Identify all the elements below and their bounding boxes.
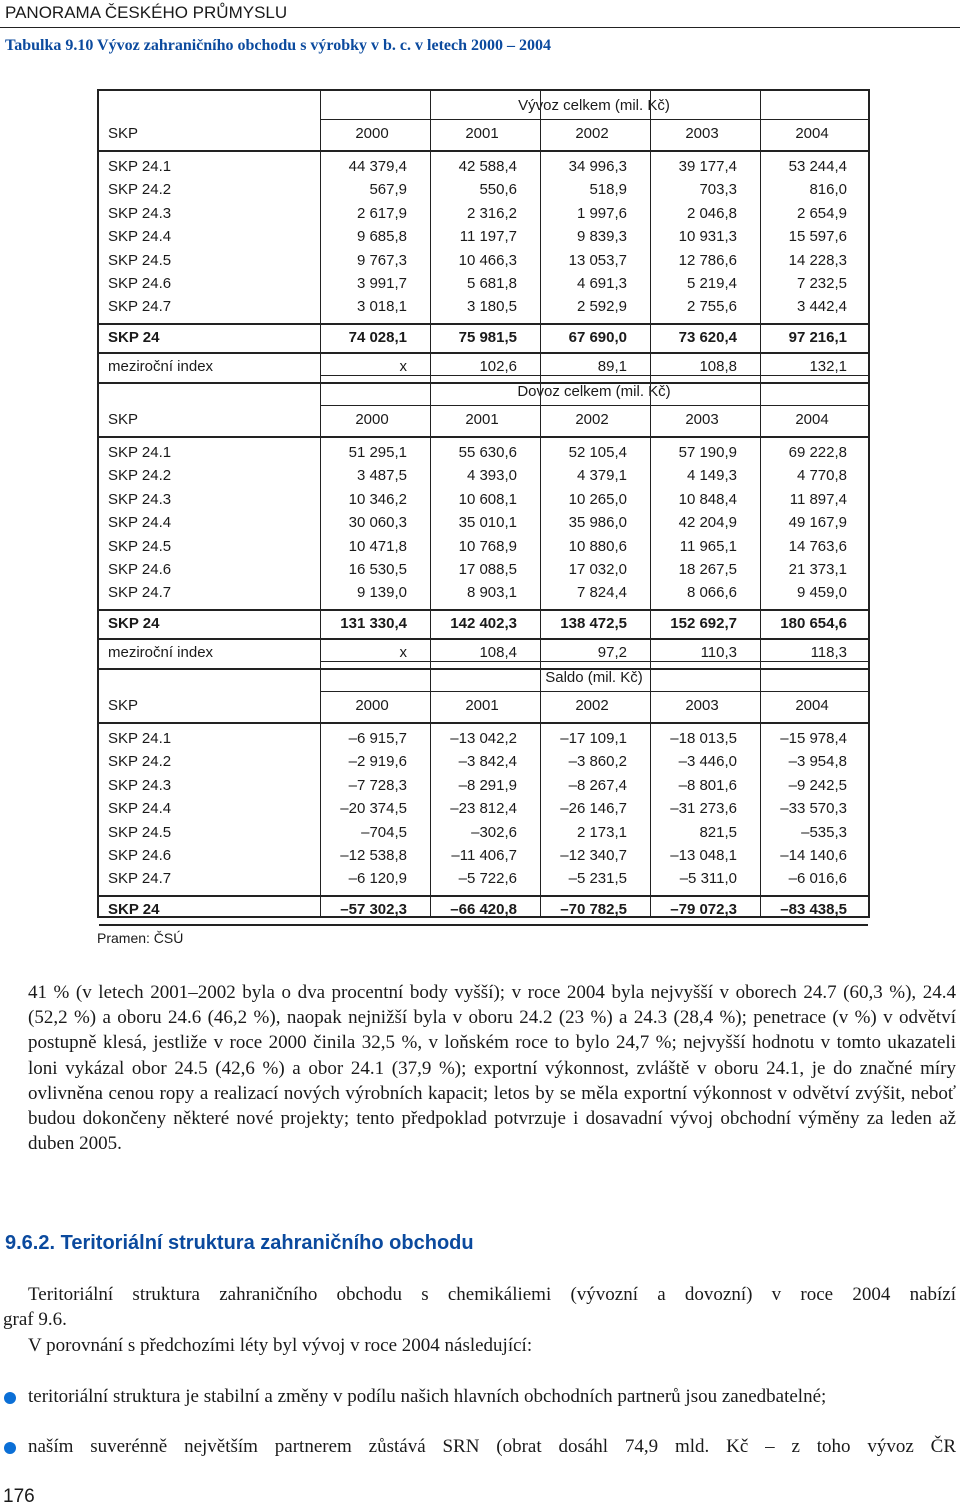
table-cell: 3 018,1 bbox=[356, 298, 407, 316]
table-rule bbox=[99, 150, 868, 152]
bullet-item: naším suverénně největším partnerem zůstává SRN (obrat dosáhl 74,9 mld. Kč – z toho vývoz ČR bbox=[28, 1436, 956, 1457]
table-cell: 2004 bbox=[795, 697, 829, 714]
table-cell: x bbox=[399, 357, 407, 375]
table-cell: –57 302,3 bbox=[340, 900, 407, 918]
table-cell: 2000 bbox=[355, 697, 389, 714]
table-cell: 49 167,9 bbox=[788, 514, 847, 532]
table-cell: 567,9 bbox=[369, 181, 407, 199]
table-cell: 152 692,7 bbox=[670, 614, 737, 632]
table-cell: 4 691,3 bbox=[576, 275, 627, 292]
table-cell: 550,6 bbox=[479, 181, 517, 199]
table-cell: 11 965,1 bbox=[679, 537, 737, 555]
row-label: meziroční index bbox=[108, 643, 214, 661]
bullet-dot bbox=[4, 1392, 16, 1404]
row-label: SKP 24.5 bbox=[108, 823, 172, 841]
body-paragraph: 41 % (v letech 2001–2002 byla o dva procentní body vyšší); v roce 2004 byla nejvyšší v oborech 24.7 (60,3 %), 24.4 (52,2 %) a oboru 24.6 (46,2 %), naopak nejnižší byla v oboru 24.2 (23 %) a 24.3 (28,4 %); penetrace (v %) v odvětví postupně klesá, jestliže v roce 2000 činila 32,5 %, v loňském roce to bylo 24,7 %; nejvyšší hodnotu v tomto ukazateli loni vykázal obor 24.5 (42,6 %) a obor 24.1 (37,9 %); exportní výkonnost, zvláště v oboru 24.1, je do značné míry ovlivněna cenou ropy a realizací nových výrobních kapacit; letos by se měla exportní výkonnost v odvětví zvýšit, neboť budou dokončeny některé nové projekty; tento předpoklad potvrzuje i dosavadní vývoj obchodní výměny za leden až duben 2005. bbox=[28, 982, 956, 1155]
table-cell: 2 617,9 bbox=[356, 204, 407, 222]
table-row bbox=[99, 750, 868, 773]
table-cell: 2002 bbox=[575, 125, 609, 142]
table-cell: 16 530,5 bbox=[348, 561, 407, 578]
table-cell: 9 139,0 bbox=[356, 584, 407, 602]
table-cell: 97 216,1 bbox=[788, 328, 847, 346]
section-title: Dovoz celkem (mil. Kč) bbox=[517, 383, 671, 400]
table-cell: –8 801,6 bbox=[678, 776, 737, 794]
table-cell: 44 379,4 bbox=[348, 158, 407, 175]
table-rule bbox=[99, 436, 868, 438]
table-cell: –5 311,0 bbox=[679, 870, 737, 888]
table-cell: –20 374,5 bbox=[340, 800, 407, 818]
table-row bbox=[99, 844, 868, 867]
table-cell: 1 997,6 bbox=[576, 204, 627, 222]
table-rule bbox=[320, 661, 868, 662]
table-cell: 11 197,7 bbox=[459, 228, 517, 246]
table-cell: 2004 bbox=[795, 411, 829, 428]
row-label: SKP 24.2 bbox=[108, 467, 172, 485]
section-title: Vývoz celkem (mil. Kč) bbox=[518, 97, 670, 114]
table-cell: –5 231,5 bbox=[568, 870, 627, 888]
row-label: meziroční index bbox=[108, 357, 214, 375]
table-cell: –6 915,7 bbox=[348, 730, 407, 747]
table-cell: –14 140,6 bbox=[780, 847, 847, 864]
table-row bbox=[99, 272, 868, 295]
row-label: SKP 24.2 bbox=[108, 753, 172, 771]
table-cell: 21 373,1 bbox=[788, 561, 847, 578]
table-cell: –17 109,1 bbox=[560, 730, 627, 747]
table-cell: 3 442,4 bbox=[796, 298, 847, 316]
table-cell: 57 190,9 bbox=[678, 444, 737, 461]
table-cell: –7 728,3 bbox=[348, 776, 407, 794]
table-column-rule bbox=[540, 91, 541, 916]
table-rule bbox=[320, 375, 868, 376]
table-row bbox=[99, 225, 868, 248]
table-cell: –3 954,8 bbox=[788, 753, 847, 771]
table-cell: 14 228,3 bbox=[788, 251, 847, 269]
table-cell: 17 032,0 bbox=[568, 561, 627, 578]
table-cell: 2003 bbox=[685, 125, 719, 142]
table-row bbox=[99, 511, 868, 534]
table-row bbox=[99, 249, 868, 272]
table-cell: 4 149,3 bbox=[686, 467, 737, 485]
table-column-rule bbox=[430, 91, 431, 916]
table-rule bbox=[320, 691, 868, 692]
table-cell: 11 897,4 bbox=[789, 490, 847, 508]
table-rule bbox=[99, 638, 868, 640]
header-rule bbox=[0, 27, 960, 28]
table-cell: 73 620,4 bbox=[678, 328, 737, 346]
row-label: SKP 24.4 bbox=[108, 514, 172, 532]
row-label: SKP 24.1 bbox=[108, 158, 172, 175]
table-cell: 9 685,8 bbox=[356, 228, 407, 246]
row-label: SKP bbox=[108, 125, 139, 142]
table-cell: 7 232,5 bbox=[796, 275, 847, 292]
running-header-title: PANORAMA ČESKÉHO PRŮMYSLU bbox=[5, 3, 288, 22]
row-label: SKP 24.4 bbox=[108, 800, 172, 818]
table-cell: 74 028,1 bbox=[348, 328, 407, 346]
table-cell: 69 222,8 bbox=[788, 444, 847, 461]
table-cell: –83 438,5 bbox=[780, 900, 847, 918]
table-cell: 17 088,5 bbox=[458, 561, 517, 578]
table-row bbox=[99, 535, 868, 558]
table-cell: 34 996,3 bbox=[568, 158, 627, 175]
table-cell: 35 010,1 bbox=[458, 514, 517, 532]
table-row bbox=[99, 867, 868, 890]
table-cell: 53 244,4 bbox=[788, 158, 847, 175]
row-label: SKP bbox=[108, 697, 139, 714]
table-cell: –6 120,9 bbox=[348, 870, 407, 888]
table-cell: 108,4 bbox=[479, 643, 517, 661]
table-cell: 132,1 bbox=[809, 357, 847, 375]
table-cell: –8 291,9 bbox=[458, 776, 517, 794]
table-cell: 2 316,2 bbox=[466, 204, 517, 222]
table-cell: 14 763,6 bbox=[788, 537, 847, 555]
table-cell: 2 046,8 bbox=[686, 204, 737, 222]
row-label: SKP 24.6 bbox=[108, 275, 172, 292]
page-number: 176 bbox=[3, 1486, 35, 1507]
table-row bbox=[99, 178, 868, 201]
table-cell: 2 755,6 bbox=[686, 298, 737, 316]
table-cell: 2 173,1 bbox=[576, 823, 627, 841]
table-cell: –3 842,4 bbox=[458, 753, 517, 771]
table-cell: 39 177,4 bbox=[678, 158, 737, 175]
table-cell: –79 072,3 bbox=[670, 900, 737, 918]
row-label: SKP 24.7 bbox=[108, 584, 172, 602]
table-cell: 75 981,5 bbox=[458, 328, 517, 346]
paragraph-line: Teritoriální struktura zahraničního obchodu s chemikáliemi (vývozní a dovozní) v roce 2004 nabízí bbox=[28, 1284, 956, 1305]
table-column-rule bbox=[760, 91, 761, 916]
table-cell: 2001 bbox=[465, 411, 499, 428]
table-row bbox=[99, 464, 868, 487]
table-row bbox=[99, 797, 868, 820]
table-cell: 10 768,9 bbox=[458, 537, 517, 555]
table-cell: –23 812,4 bbox=[450, 800, 517, 818]
row-label: SKP 24.5 bbox=[108, 251, 172, 269]
row-label: SKP 24.5 bbox=[108, 537, 172, 555]
table-cell: 15 597,6 bbox=[788, 228, 847, 246]
table-cell: 67 690,0 bbox=[568, 328, 627, 346]
table-cell: 2 654,9 bbox=[796, 204, 847, 222]
table-cell: 2001 bbox=[465, 125, 499, 142]
row-label: SKP 24.6 bbox=[108, 561, 172, 578]
table-cell: 12 786,6 bbox=[678, 251, 737, 269]
table-cell: –66 420,8 bbox=[450, 900, 517, 918]
table-cell: 9 767,3 bbox=[356, 251, 407, 269]
table-rule bbox=[99, 323, 868, 325]
table-cell: 4 770,8 bbox=[796, 467, 847, 485]
table-cell: –15 978,4 bbox=[780, 730, 847, 747]
table-cell: –302,6 bbox=[471, 823, 517, 841]
table-rule bbox=[99, 924, 868, 926]
table-cell: –33 570,3 bbox=[780, 800, 847, 818]
table-cell: 2 592,9 bbox=[576, 298, 627, 316]
table-cell: 4 393,0 bbox=[466, 467, 517, 485]
table-cell: 10 931,3 bbox=[678, 228, 737, 246]
table-cell: 2004 bbox=[795, 125, 829, 142]
table-header-row bbox=[99, 408, 868, 431]
row-label: SKP 24.7 bbox=[108, 298, 172, 316]
table-cell: –11 406,7 bbox=[451, 847, 517, 864]
table-row bbox=[99, 612, 868, 635]
table-cell: 816,0 bbox=[809, 181, 847, 199]
table-cell: –12 538,8 bbox=[340, 847, 407, 864]
row-label: SKP bbox=[108, 411, 139, 428]
body-paragraph-territorial bbox=[28, 1282, 956, 1307]
table-cell: 10 346,2 bbox=[348, 490, 407, 508]
table-cell: 3 487,5 bbox=[356, 467, 407, 485]
table-row bbox=[99, 898, 868, 921]
table-cell: 2002 bbox=[575, 697, 609, 714]
table-cell: –6 016,6 bbox=[788, 870, 847, 888]
table-row bbox=[99, 488, 868, 511]
row-label: SKP 24.7 bbox=[108, 870, 172, 888]
table-cell: 3 991,7 bbox=[356, 275, 407, 292]
table-cell: 10 265,0 bbox=[568, 490, 627, 508]
row-label: SKP 24.3 bbox=[108, 490, 172, 508]
table-cell: 10 471,8 bbox=[348, 537, 407, 555]
table-column-rule bbox=[650, 91, 651, 916]
bullet-dot bbox=[4, 1442, 16, 1454]
table-cell: –13 048,1 bbox=[670, 847, 737, 864]
table-cell: 4 379,1 bbox=[576, 467, 627, 485]
table-cell: 35 986,0 bbox=[568, 514, 627, 532]
table-cell: –704,5 bbox=[361, 823, 407, 841]
table-row bbox=[99, 558, 868, 581]
table-cell: –8 267,4 bbox=[568, 776, 627, 794]
table-cell: –535,3 bbox=[801, 823, 847, 841]
table-cell: 89,1 bbox=[597, 357, 627, 375]
table-cell: 2000 bbox=[355, 411, 389, 428]
table-header-row bbox=[99, 122, 868, 145]
table-cell: 8 903,1 bbox=[466, 584, 517, 602]
table-cell: 2003 bbox=[685, 697, 719, 714]
table-header-row bbox=[99, 694, 868, 717]
table-row bbox=[99, 326, 868, 349]
section-heading: 9.6.2. Teritoriální struktura zahraničního obchodu bbox=[5, 1232, 474, 1254]
paragraph-line-continuation: graf 9.6. bbox=[3, 1309, 67, 1330]
section-title: Saldo (mil. Kč) bbox=[545, 669, 643, 686]
table-cell: 10 608,1 bbox=[458, 490, 517, 508]
table-cell: –70 782,5 bbox=[560, 900, 627, 918]
table-cell: 18 267,5 bbox=[678, 561, 737, 578]
table-source: Pramen: ČSÚ bbox=[97, 930, 184, 946]
table-cell: 108,8 bbox=[699, 357, 737, 375]
table-cell: –18 013,5 bbox=[670, 730, 737, 747]
row-label: SKP 24 bbox=[108, 328, 160, 346]
table-cell: –3 446,0 bbox=[678, 753, 737, 771]
table-cell: 821,5 bbox=[699, 823, 737, 841]
table-cell: –26 146,7 bbox=[560, 800, 627, 818]
table-row bbox=[99, 774, 868, 797]
table-cell: 10 848,4 bbox=[678, 490, 737, 508]
row-label: SKP 24.6 bbox=[108, 847, 172, 864]
table-cell: 2000 bbox=[355, 125, 389, 142]
table-cell: 5 681,8 bbox=[466, 275, 517, 292]
table-cell: –13 042,2 bbox=[450, 730, 517, 747]
table-rule bbox=[99, 352, 868, 354]
table-cell: 703,3 bbox=[699, 181, 737, 199]
table-cell: 13 053,7 bbox=[568, 251, 627, 269]
table-cell: 9 459,0 bbox=[796, 584, 847, 602]
table-row bbox=[99, 821, 868, 844]
table-cell: 131 330,4 bbox=[340, 614, 407, 632]
table-cell: 118,3 bbox=[810, 643, 847, 661]
table-cell: 42 588,4 bbox=[458, 158, 517, 175]
table-cell: 142 402,3 bbox=[450, 614, 517, 632]
table-cell: 518,9 bbox=[589, 181, 627, 199]
table-row bbox=[99, 155, 868, 178]
table-cell: 138 472,5 bbox=[560, 614, 627, 632]
table-cell: 10 880,6 bbox=[568, 537, 627, 555]
table-cell: 3 180,5 bbox=[466, 298, 517, 316]
table-rule bbox=[320, 405, 868, 406]
table-cell: 10 466,3 bbox=[458, 251, 517, 269]
table-cell: 2003 bbox=[685, 411, 719, 428]
table-cell: 102,6 bbox=[479, 357, 517, 375]
table-cell: 51 295,1 bbox=[348, 444, 407, 461]
table-cell: –5 722,6 bbox=[458, 870, 517, 888]
table-cell: –9 242,5 bbox=[788, 776, 847, 794]
table-cell: 110,3 bbox=[700, 643, 737, 661]
table-cell: 52 105,4 bbox=[568, 444, 627, 461]
table-rule bbox=[99, 895, 868, 897]
bullet-item: teritoriální struktura je stabilní a změny v podílu našich hlavních obchodních partnerů jsou zanedbatelné; bbox=[28, 1386, 827, 1407]
table-cell: 55 630,6 bbox=[458, 444, 517, 461]
row-label: SKP 24.3 bbox=[108, 204, 172, 222]
trade-table bbox=[97, 89, 870, 918]
row-label: SKP 24 bbox=[108, 900, 160, 918]
table-cell: 9 839,3 bbox=[576, 228, 627, 246]
table-cell: 2002 bbox=[575, 411, 609, 428]
table-row bbox=[99, 295, 868, 318]
table-cell: 180 654,6 bbox=[780, 614, 847, 632]
table-row bbox=[99, 581, 868, 604]
table-column-rule bbox=[320, 91, 321, 916]
table-cell: –2 919,6 bbox=[348, 753, 407, 771]
table-cell: –31 273,6 bbox=[670, 800, 737, 818]
table-rule bbox=[320, 119, 868, 120]
table-row bbox=[99, 727, 868, 750]
table-cell: 2001 bbox=[465, 697, 499, 714]
table-cell: 8 066,6 bbox=[686, 584, 737, 602]
row-label: SKP 24.1 bbox=[108, 444, 172, 461]
table-rule bbox=[99, 722, 868, 724]
row-label: SKP 24.1 bbox=[108, 730, 172, 747]
table-rule bbox=[99, 609, 868, 611]
table-cell: 97,2 bbox=[597, 643, 627, 661]
row-label: SKP 24.4 bbox=[108, 228, 172, 246]
table-cell: 42 204,9 bbox=[678, 514, 737, 532]
table-cell: –3 860,2 bbox=[568, 753, 627, 771]
body-paragraph-comparison: V porovnání s předchozími léty byl vývoj v roce 2004 následující: bbox=[28, 1335, 533, 1356]
table-row bbox=[99, 441, 868, 464]
table-row bbox=[99, 202, 868, 225]
row-label: SKP 24.2 bbox=[108, 181, 172, 199]
table-cell: 30 060,3 bbox=[348, 514, 407, 532]
row-label: SKP 24.3 bbox=[108, 776, 172, 794]
table-cell: –12 340,7 bbox=[560, 847, 627, 864]
table-cell: 5 219,4 bbox=[686, 275, 737, 292]
table-cell: 7 824,4 bbox=[576, 584, 627, 602]
table-caption: Tabulka 9.10 Vývoz zahraničního obchodu s výrobky v b. c. v letech 2000 – 2004 bbox=[5, 37, 552, 54]
row-label: SKP 24 bbox=[108, 614, 160, 632]
table-cell: x bbox=[399, 643, 407, 661]
